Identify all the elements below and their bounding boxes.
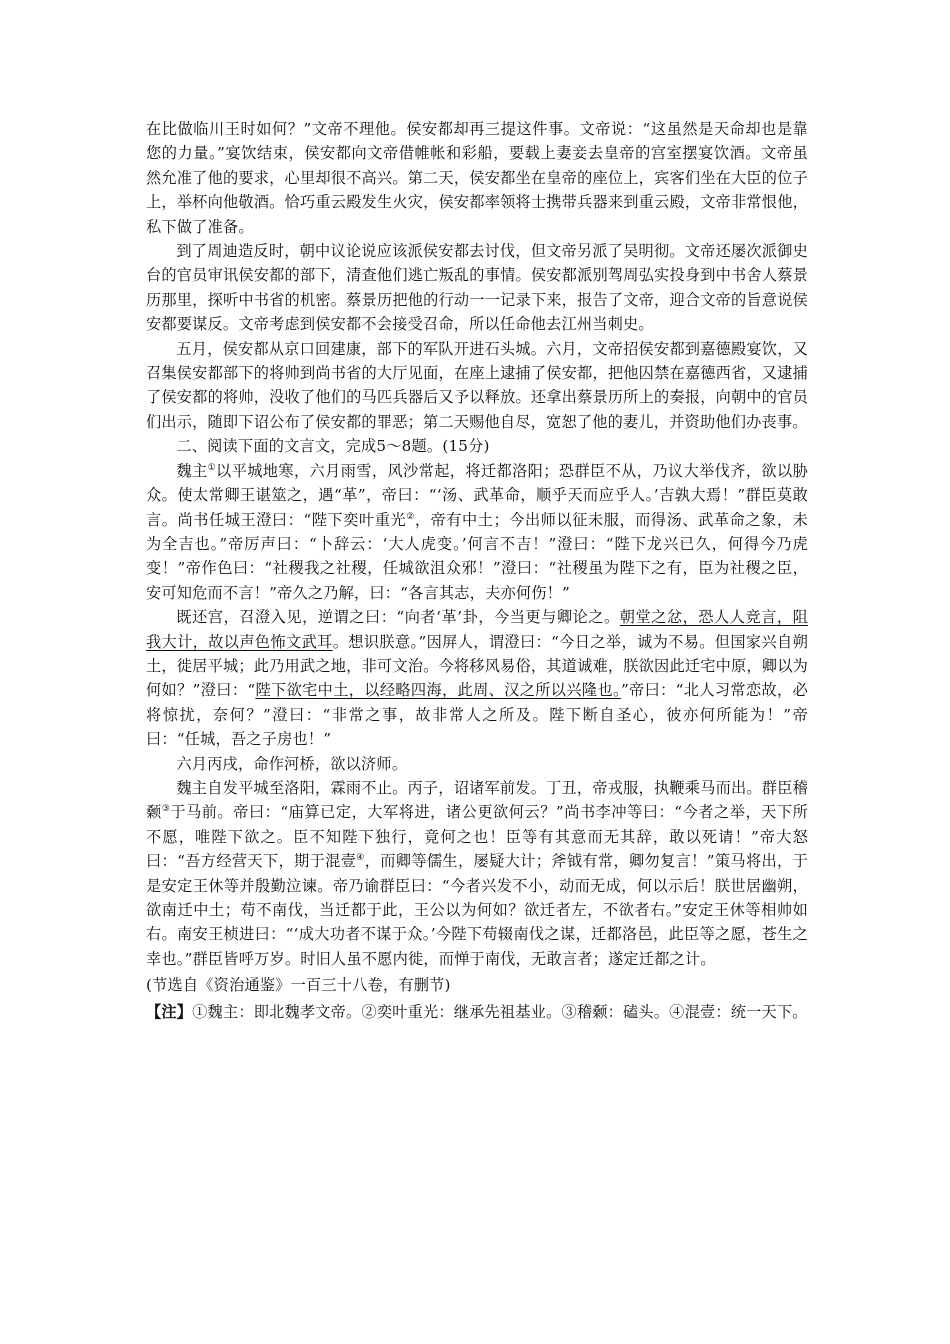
footnote-marker-3: ③ xyxy=(161,804,171,815)
passage-text: 以平城地寒，六月雨雪，风沙常起，将迁都洛阳；恐群臣不从，乃议大举伐齐，欲以胁众。使太常卿王谌筮之，遇“革”，帝曰：“‘汤、武革命，顺乎天而应乎人。’吉孰大焉！”群臣莫敢言。尚书任城王澄曰：“陛下奕叶重光 xyxy=(146,461,808,529)
translation-paragraph-1: 在比做临川王时如何？”文帝不理他。侯安都却再三提这件事。文帝说：“这虽然是天命却也是靠您的力量。”宴饮结束，侯安都向文帝借帷帐和彩船，要载上妻妾去皇帝的宫室摆宴饮酒。文帝虽然允准了他的要求，心里却很不高兴。第二天，侯安都坐在皇帝的座位上，宾客们坐在大臣的位子上，举杯向他敬酒。恰巧重云殿发生火灾，侯安都率领将士携带兵器来到重云殿，文帝非常恨他，私下做了准备。 xyxy=(146,120,808,236)
underlined-sentence-1: 朝堂之忿，恐人人竞言，阻我大计，故以声色怖文武耳 xyxy=(146,608,808,651)
translation-paragraph-3: 五月，侯安都从京口回建康，部下的军队开进石头城。六月，文帝招侯安都到嘉德殿宴饮，又召集侯安都部下的将帅到尚书省的大厅见面，在座上逮捕了侯安都，把他囚禁在嘉德西省，又逮捕了侯安都的将帅，没收了他们的马匹兵器后又予以释放。还拿出蔡景历所上的奏报，向朝中的官员们出示，随即下诏公布了侯安都的罪恶；第二天赐他自尽，宽恕了他的妻儿，并资助他们办丧事。 xyxy=(146,339,808,431)
translation-paragraph-2: 到了周迪造反时，朝中议论说应该派侯安都去讨伐，但文帝另派了吴明彻。文帝还屡次派御史台的官员审讯侯安都的部下，清查他们逃亡叛乱的事情。侯安都派别驾周弘实投身到中书舍人蔡景历那里，探听中书省的机密。蔡景历把他的行动一一记录下来，报告了文帝，迎合文帝的旨意说侯安都要谋反。文帝考虑到侯安都不会接受召命，所以任命他去江州当刺史。 xyxy=(146,242,808,334)
passage-paragraph-1 xyxy=(146,459,808,605)
passage-text: 既还宫，召澄入见，逆谓之曰：“向者‘革’卦，今当更与卿论之。 xyxy=(176,608,620,627)
footnote-marker-4: ④ xyxy=(356,853,365,864)
passage-text: 魏主自发平城至洛阳，霖雨不止。丙子，诏诸军前发。丁丑，帝戎服，执鞭乘马而出。群臣稽颡 xyxy=(146,778,808,822)
underlined-sentence-2: 陛下欲宅中土，以经略四海，此周、汉之所以兴隆也。 xyxy=(255,681,621,700)
question-heading: 二、阅读下面的文言文，完成5～8题。(15分) xyxy=(176,437,490,456)
passage-text: ”帝曰：“北人习常恋故，必将惊扰，奈何？”澄曰：“非常之事，故非常人之所及。陛下断自圣心，彼亦何所能为！”帝曰：“任城，吾之子房也！” xyxy=(146,681,808,749)
passage-paragraph-3: 六月丙戌，命作河桥，欲以济师。 xyxy=(176,754,408,773)
footnote-marker-1: ① xyxy=(207,462,217,473)
passage-text: 。想识朕意。”因屏人，谓澄曰：“今日之举，诚为不易。但国家兴自朔土，徙居平城；此乃用武之地，非可文治。今将移风易俗，其道诚难，朕欲因此迁宅中原，卿以为何如？”澄曰：“ xyxy=(146,632,808,700)
footnote-marker-2: ② xyxy=(406,511,415,522)
passage-text: ，而卿等儒生，屡疑大计；斧钺有常，卿勿复言！”策马将出，于是安定王休等并殷勤泣谏。帝乃谕群臣曰：“今者兴发不小，动而无成，何以示后！朕世居幽朔，欲南迁中土；苟不南伐，当迁都于此，王公以为何如？欲迁者左，不欲者右。”安定王休等相帅如右。南安王桢进曰：“‘成大功者不谋于众。’今陛下苟辍南伐之谋，迁都洛邑，此臣等之愿，苍生之幸也。”群臣皆呼万岁。时旧人虽不愿内徙，而惮于南伐，无敢言者；遂定迁都之计。 xyxy=(146,852,808,968)
notes-text: ①魏主：即北魏孝文帝。②奕叶重光：继承先祖基业。③稽颡：磕头。④混壹：统一天下。 xyxy=(192,1002,808,1021)
notes-block xyxy=(146,1000,808,1024)
passage-text: 于马前。帝曰：“庙算已定，大军将进，诸公更欲何云？”尚书李冲等曰：“今者之举，天下所不愿，唯陛下欲之。臣不知陛下独行，竟何之也！臣等有其意而无其辞，敢以死请！”帝大怒曰：“吾方经营天下，期于混壹 xyxy=(146,803,808,871)
passage-text: ，帝有中土；今出师以征未服，而得汤、武革命之象，未为全吉也。”帝厉声曰：“卜辞云：‘大人虎变。’何言不吉！”澄曰：“陛下龙兴已久，何得今乃虎变！”帝作色曰：“社稷我之社稷，任城欲沮众邪！”澄曰：“社稷虽为陛下之有，臣为社稷之臣，安可知危而不言！”帝久之乃解，曰：“各言其志，夫亦何伤！” xyxy=(146,510,808,602)
source-citation: (节选自《资治通鉴》一百三十八卷，有删节) xyxy=(146,976,451,995)
notes-label: 【注】 xyxy=(146,1002,193,1021)
passage-paragraph-4 xyxy=(146,776,808,971)
passage-paragraph-2 xyxy=(146,605,808,751)
passage-text: 魏主 xyxy=(176,461,208,480)
document-page xyxy=(146,117,808,1024)
